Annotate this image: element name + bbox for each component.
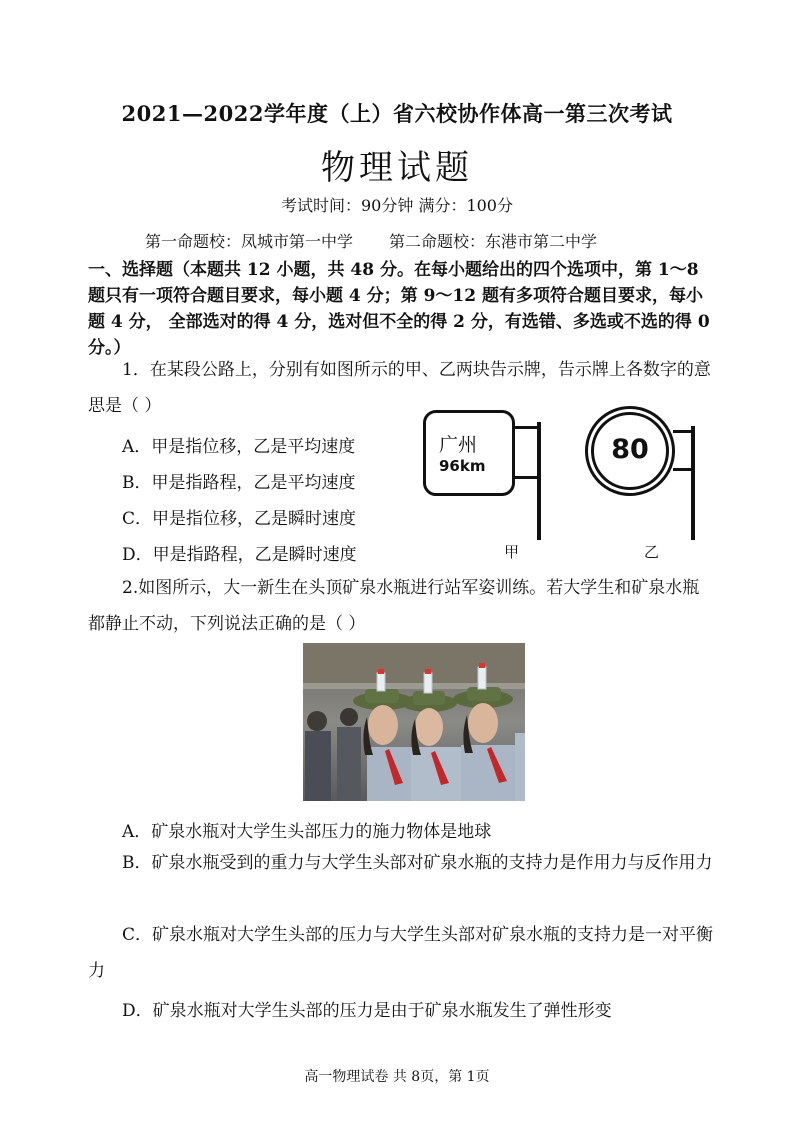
sign-jia: [423, 408, 543, 540]
first-school: 第一命题校：凤城市第一中学: [145, 232, 354, 251]
q1-option-b: B．甲是指路程，乙是平均速度: [122, 473, 356, 493]
sign-yi-speed: 80: [611, 434, 649, 465]
sign-yi-label: 乙: [644, 543, 660, 561]
section-header: 一、选择题（本题共 12 小题，共 48 分。在每小题给出的四个选项中，第 1～8 题只有一项符合题目要求，每小题 4 分；第 9～12 题有多项符合题目要求，每小题 4 分， 全部选对的得 4 分，选对但不全的得 2 分，有选错、多选或不选的得 0 分。）: [88, 260, 710, 358]
q1-option-c: C．甲是指位移，乙是瞬时速度: [122, 509, 357, 529]
question-2-stem: 2.如图所示，大一新生在头顶矿泉水瓶进行站军姿训练。若大学生和矿泉水瓶都静止不动，下列说法正确的是（ ）: [88, 578, 700, 634]
sign-yi-pole: [691, 426, 695, 540]
sign-jia-distance: 96km: [439, 457, 486, 475]
sign-jia-pole: [537, 422, 541, 540]
school-list: [145, 229, 597, 252]
exam-info: 考试时间：90分钟 满分：100分: [281, 196, 513, 215]
q2-option-d: D．矿泉水瓶对大学生头部的压力是由于矿泉水瓶发生了弹性形变: [122, 1001, 612, 1021]
question-1-stem: 1．在某段公路上，分别有如图所示的甲、乙两块告示牌，告示牌上各数字的意思是（ ）: [88, 360, 711, 416]
q1-option-a: A．甲是指位移，乙是平均速度: [122, 437, 356, 457]
second-school: 第二命题校：东港市第二中学: [389, 232, 598, 251]
q2-option-b: B．矿泉水瓶受到的重力与大学生头部对矿泉水瓶的支持力是作用力与反作用力: [122, 853, 713, 873]
sign-jia-label: 甲: [504, 543, 520, 561]
q2-option-c: C．矿泉水瓶对大学生头部的压力与大学生头部对矿泉水瓶的支持力是一对平衡力: [88, 925, 714, 981]
q1-option-d: D．甲是指路程，乙是瞬时速度: [122, 545, 357, 565]
exam-header: 2021—2022学年度（上）省六校协作体高一第三次考试: [121, 101, 673, 126]
sign-yi: [585, 406, 697, 540]
training-photo: [303, 643, 525, 801]
q2-option-a: A．矿泉水瓶对大学生头部压力的施力物体是地球: [122, 822, 492, 842]
page-footer: 高一物理试卷 共 8页，第 1页: [304, 1069, 490, 1085]
page-title: 物理试题: [321, 148, 473, 188]
sign-jia-city: 广州: [439, 434, 478, 456]
